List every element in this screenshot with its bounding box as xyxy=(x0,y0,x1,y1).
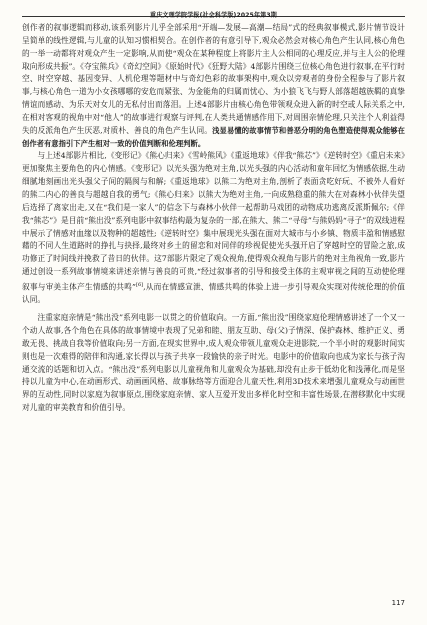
article-body xyxy=(22,22,405,415)
paragraph-3 xyxy=(22,312,405,415)
text-run: 注重家庭亲情是“熊出没”系列电影一以贯之的价值取向。一方面,“熊出没”围绕家庭伦理情感讲述了一个又一个动人故事,各个角色在具体的故事情境中表现了兄弟和睦、朋友互助、母(父)子情深、保护森林、维护正义、勇敢无畏、挑战自我等价值取向;另一方面,在现实世界中,成人观众带领儿童观众走进影院,一个半小时的观影时间实则也是一次难得的陪伴和沟通,家长得以与孩子共享一段愉快的亲子时光。电影中的价值取向也成为家长与孩子沟通交流的话题和切入点。“熊出没”系列电影以儿童视角和儿童观众为基础,却没有止步于低幼化和浅薄化,而是坚持以儿童为中心,在动画形式、动画画风格、故事脉络等方面迎合儿童天性,利用3D技术来增强儿童观众与动画世界的互动性,同时以家庭为叙事原点,围绕家庭亲情、家人互爱开发出多样化时空和丰富性场景,在潜移默化中实现对儿童的审美教育和价值引导。 xyxy=(22,313,405,413)
page-number: 117 xyxy=(391,599,405,607)
paragraph-2 xyxy=(22,150,405,307)
text-run: 与上述4部影片相比,《变形记》《熊心归来》《雪岭熊风》《重返地球》《伴我“熊芯”》《逆转时空》《重启未来》更加聚焦主要角色的内心情感。《变形记》以光头强为绝对主角,以光头强的内心活动和童年回忆为情感依据,生动细腻地刻画出光头强父子间的隔阂与和解;《重返地球》以熊二为绝对主角,剖析了表面贪吃好玩、不被外人看好的熊二内心的善良与超越自我的勇气;《熊心归来》以熊大为绝对主角,一向成熟稳重的熊大在对森林小伙伴失望后选择了离家出走,又在“我们是一家人”的信念下与森林小伙伴一起帮助马戏团的动物成功逃离反派斯佩尔;《伴我“熊芯”》是目前“熊出没”系列电影中叙事结构最为复杂的一部,在熊大、熊二“寻母”与熊妈妈“寻子”的双线进程中展示了情感对血缘以及物种的超越性;《逆转时空》集中展现光头强在面对大城市与小乡镇、物质丰盈和情感慰藉的不同人生道路时的挣扎与抉择,最终对乡土的留恋和对同伴的珍视促使光头强开启了穿越时空的冒险之旅,成功修正了时间线并挽救了昔日的伙伴。这7部影片限定了观众视角,使得观众视角与影片的绝对主角视角一致,影片通过创设一系列故事情境来讲述亲情与善良的可贵,“经过叙事者的引导和接受主体的主观审视之间的互动使伦理叙事与审美主体产生情感的共鸣” xyxy=(22,151,405,292)
bold-text-run: 浅显易懂的故事情节和善恶分明的角色塑造使得观众能够在创作者有意指引下产生相对一致的价值判断和伦理判断。 xyxy=(22,125,405,148)
running-header xyxy=(22,2,405,17)
text-run: 创作者的叙事逻辑而移动,该系列影片儿乎全部采用“开端—发展—高潮—结局”式的经典叙事模式,影片情节设计呈简单的线性逻辑,与儿童的认知习惯相契合。在创作者的有意引导下,观众必然会对核心角色产生认同,核心角色的一举一动都将对观众产生一定影响,从而使“观众在某种程度上将影片主人公相同的心理反应,并与主人公的伦理取向形成共振”。《夺宝熊兵》《奇幻空间》《原始时代》《狂野大陆》4部影片围绕三位核心角色进行叙事,在平行时空、时空穿越、基因变异、人机伦理等题材中与奇幻色彩的故事架构中,观众以旁观者的身份全程参与了影片叙事,与核心角色一道为小女孩哪哪的安危而紧张、为金能角的归属而忧心、为小狼飞飞与野人部落超越族羁的真挚情谊而感动、为乐天对女儿的无私付出而落泪。上述4部影片由核心角色带领观众进入新的时空或人际关系之中,在相对客观的视角中对“他人”的故事进行观察与评判,在人类共通情感作用下,对周围亲情伦理,只关注个人利益得失的反派角色产生厌恶,对质朴、善良的角色产生认同。 xyxy=(22,23,405,135)
text-run: ,从而在情感宣泄、情感共鸣的体验上进一步引导观众实现对传统伦理的价值认同。 xyxy=(22,282,405,305)
citation-ref: [6] xyxy=(135,281,144,288)
journal-title: 重庆文理学院学报(社会科学版)2025年第3期 xyxy=(150,12,277,19)
paragraph-1 xyxy=(22,22,405,150)
